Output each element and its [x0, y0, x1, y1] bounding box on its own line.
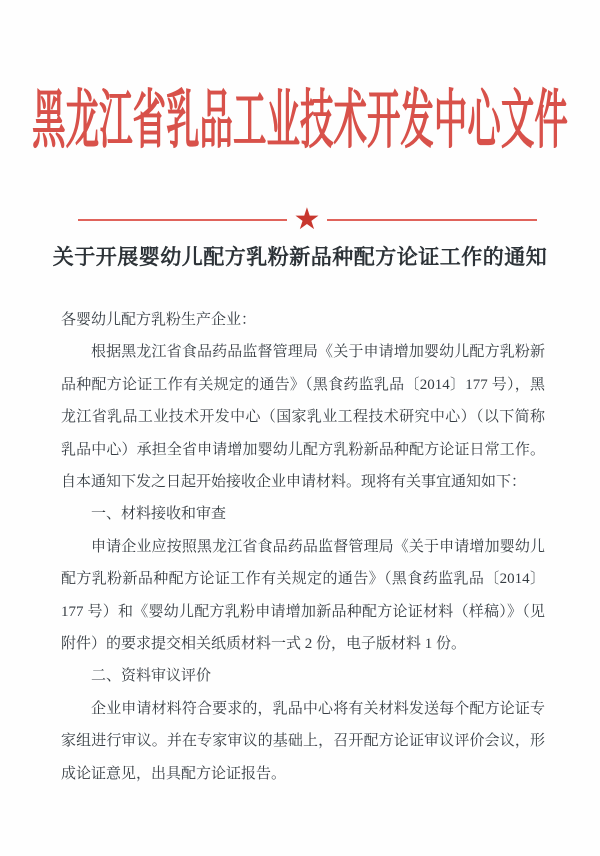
paragraph-section-2: 企业申请材料符合要求的，乳品中心将有关材料发送每个配方论证专家组进行审议。并在专家审议的基础上，召开配方论证审议评价会议，形成论证意见，出具配方论证报告。	[61, 700, 545, 782]
notice-title: 关于开展婴幼儿配方乳粉新品种配方论证工作的通知	[52, 246, 548, 269]
star-icon: ★	[287, 202, 327, 238]
paragraph-intro: 根据黑龙江省食品药品监督管理局《关于申请增加婴幼儿配方乳粉新品种配方论证工作有关规定的通告》（黑食药监乳品〔2014〕177 号），黑龙江省乳品工业技术开发中心（国家乳业工程技术研究中心）（以下简称乳品中心）承担全省申请增加婴幼儿配方乳粉新品种配方论证日常工作。自本通知下发之日起开始接收企业申请材料。现将有关事宜通知如下：	[61, 344, 545, 491]
section-heading-2: 二、资料审议评价	[91, 668, 212, 685]
letterhead-title: 黑龙江省乳品工业技术开发中心文件	[32, 85, 568, 157]
paragraph-section-1: 申请企业应按照黑龙江省食品药品监督管理局《关于申请增加婴幼儿配方乳粉新品种配方论证工作有关规定的通告》（黑食药监乳品〔2014〕177 号）和《婴幼儿配方乳粉申请增加新品种配方论证材料（样稿）》（见附件）的要求提交相关纸质材料一式 2 份，电子版材料 1 份。	[61, 538, 545, 653]
notice-body	[61, 304, 545, 790]
salutation: 各婴幼儿配方乳粉生产企业：	[61, 312, 257, 328]
section-heading-1: 一、材料接收和审查	[91, 506, 227, 523]
